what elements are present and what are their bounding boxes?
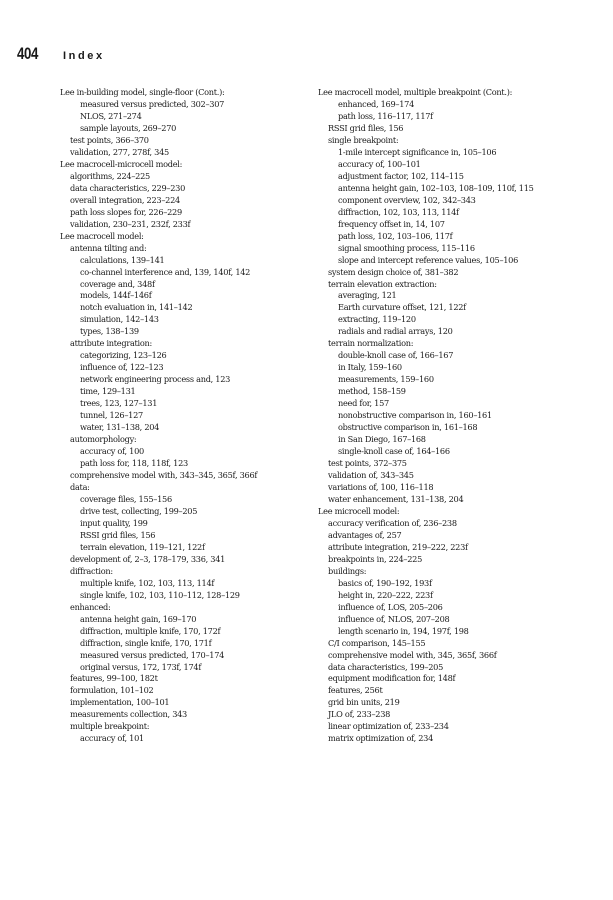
index-entry: single-knoll case of, 164–166 bbox=[338, 446, 450, 457]
index-entry: terrain elevation, 119–121, 122f bbox=[80, 541, 205, 552]
index-entry: attribute integration, 219–222, 223f bbox=[328, 541, 468, 552]
index-entry: obstructive comparison in, 161–168 bbox=[338, 422, 478, 433]
index-entry: buildings: bbox=[328, 565, 367, 576]
index-entry: water enhancement, 131–138, 204 bbox=[328, 493, 464, 504]
index-entry: equipment modification for, 148f bbox=[328, 673, 456, 684]
index-entry: RSSI grid files, 156 bbox=[80, 529, 156, 540]
index-entry: nonobstructive comparison in, 160–161 bbox=[338, 410, 492, 421]
index-entry: adjustment factor, 102, 114–115 bbox=[338, 170, 464, 181]
index-entry: antenna height gain, 102–103, 108–109, 110f, 115 bbox=[338, 182, 534, 193]
index-entry: 1-mile intercept significance in, 105–106 bbox=[338, 146, 497, 157]
index-entry: input quality, 199 bbox=[80, 517, 148, 528]
index-entry: trees, 123, 127–131 bbox=[80, 398, 158, 409]
page-header bbox=[17, 44, 105, 64]
index-entry: validation, 277, 278f, 345 bbox=[70, 146, 169, 157]
index-entry: multiple knife, 102, 103, 113, 114f bbox=[80, 577, 215, 588]
index-entry: double-knoll case of, 166–167 bbox=[338, 350, 454, 361]
index-entry: path loss, 102, 103–106, 117f bbox=[338, 230, 453, 241]
index-entry: features, 256t bbox=[328, 685, 383, 696]
index-entry: original versus, 172, 173f, 174f bbox=[80, 661, 202, 672]
index-entry: test points, 366–370 bbox=[70, 134, 149, 145]
index-entry: features, 99–100, 182t bbox=[70, 673, 158, 684]
index-entry: linear optimization of, 233–234 bbox=[328, 721, 449, 732]
index-entry: data: bbox=[70, 481, 90, 492]
index-entry: frequency offset in, 14, 107 bbox=[338, 218, 445, 229]
index-entry: co-channel interference and, 139, 140f, 142 bbox=[80, 266, 251, 277]
index-entry: types, 138–139 bbox=[80, 326, 139, 337]
index-entry: radials and radial arrays, 120 bbox=[338, 326, 453, 337]
index-entry: grid bin units, 219 bbox=[328, 697, 400, 708]
index-entry: models, 144f–146f bbox=[80, 290, 152, 301]
index-entry: attribute integration: bbox=[70, 338, 153, 349]
index-entry: accuracy verification of, 236–238 bbox=[328, 517, 457, 528]
index-entry: coverage and, 348f bbox=[80, 278, 155, 289]
index-entry: need for, 157 bbox=[338, 398, 389, 409]
index-entry: overall integration, 223–224 bbox=[70, 194, 180, 205]
index-entry: drive test, collecting, 199–205 bbox=[80, 505, 198, 516]
index-entry: matrix optimization of, 234 bbox=[328, 733, 433, 744]
index-entry: system design choice of, 381–382 bbox=[328, 266, 459, 277]
page-number: 404 bbox=[17, 44, 38, 63]
index-entry: measured versus predicted, 170–174 bbox=[80, 649, 225, 660]
index-entry: automorphology: bbox=[70, 434, 137, 445]
index-entry: formulation, 101–102 bbox=[70, 685, 154, 696]
index-entry: C/I comparison, 145–155 bbox=[328, 637, 426, 648]
index-entry: measurements, 159–160 bbox=[338, 374, 434, 385]
index-column-right bbox=[318, 87, 608, 745]
index-entry: water, 131–138, 204 bbox=[80, 422, 160, 433]
index-entry: diffraction, 102, 103, 113, 114f bbox=[338, 206, 459, 217]
index-entry: path loss slopes for, 226–229 bbox=[70, 206, 182, 217]
index-entry: diffraction, multiple knife, 170, 172f bbox=[80, 625, 221, 636]
index-entry: height in, 220–222, 223f bbox=[338, 589, 433, 600]
index-entry: averaging, 121 bbox=[338, 290, 397, 301]
index-entry: terrain normalization: bbox=[328, 338, 414, 349]
index-entry: data characteristics, 229–230 bbox=[70, 182, 186, 193]
index-column-left bbox=[60, 87, 305, 745]
index-entry: Lee macrocell model, multiple breakpoint (Cont.): bbox=[318, 87, 513, 97]
index-entry: tunnel, 126–127 bbox=[80, 410, 143, 421]
index-entry: Earth curvature offset, 121, 122f bbox=[338, 302, 466, 313]
index-entry: network engineering process and, 123 bbox=[80, 374, 231, 385]
index-entry: length scenario in, 194, 197f, 198 bbox=[338, 625, 469, 636]
index-entry: comprehensive model with, 345, 365f, 366f bbox=[328, 649, 497, 660]
index-entry: extracting, 119–120 bbox=[338, 314, 416, 325]
index-entry: categorizing, 123–126 bbox=[80, 350, 167, 361]
index-entry: Lee in-building model, single-floor (Cont.): bbox=[60, 87, 225, 97]
index-entry: component overview, 102, 342–343 bbox=[338, 194, 476, 205]
index-entry: path loss, 116–117, 117f bbox=[338, 110, 433, 121]
index-entry: data characteristics, 199–205 bbox=[328, 661, 444, 672]
index-entry: Lee macrocell model: bbox=[60, 230, 144, 241]
section-title: Index bbox=[63, 50, 105, 62]
index-entry: influence of, NLOS, 207–208 bbox=[338, 613, 450, 624]
index-entry: basics of, 190–192, 193f bbox=[338, 577, 432, 588]
index-entry: enhanced: bbox=[70, 601, 111, 612]
index-entry: Lee macrocell-microcell model: bbox=[60, 158, 183, 169]
index-entry: antenna tilting and: bbox=[70, 242, 147, 253]
index-entry: antenna height gain, 169–170 bbox=[80, 613, 197, 624]
index-entry: test points, 372–375 bbox=[328, 458, 407, 469]
index-entry: accuracy of, 100–101 bbox=[338, 158, 421, 169]
index-entry: coverage files, 155–156 bbox=[80, 493, 172, 504]
index-entry: single breakpoint: bbox=[328, 134, 399, 145]
index-entry: Lee microcell model: bbox=[318, 505, 400, 516]
index-entry: multiple breakpoint: bbox=[70, 721, 150, 732]
index-entry: single knife, 102, 103, 110–112, 128–129 bbox=[80, 589, 240, 600]
index-entry: notch evaluation in, 141–142 bbox=[80, 302, 193, 313]
index-entry: diffraction, single knife, 170, 171f bbox=[80, 637, 212, 648]
index-entry: RSSI grid files, 156 bbox=[328, 122, 404, 133]
index-entry: validation of, 343–345 bbox=[328, 470, 414, 480]
index-entry: accuracy of, 101 bbox=[80, 733, 144, 744]
index-entry: influence of, 122–123 bbox=[80, 362, 164, 373]
index-entry: development of, 2–3, 178–179, 336, 341 bbox=[70, 553, 226, 564]
index-entry: slope and intercept reference values, 105–106 bbox=[338, 254, 519, 265]
index-entry: path loss for, 118, 118f, 123 bbox=[80, 458, 188, 469]
index-entry: implementation, 100–101 bbox=[70, 697, 170, 708]
index-entry: calculations, 139–141 bbox=[80, 254, 165, 265]
index-entry: comprehensive model with, 343–345, 365f, 366f bbox=[70, 470, 258, 480]
index-entry: NLOS, 271–274 bbox=[80, 110, 142, 121]
index-entry: influence of, LOS, 205–206 bbox=[338, 601, 443, 612]
index-entry: advantages of, 257 bbox=[328, 529, 402, 540]
index-entry: JLO of, 233–238 bbox=[328, 709, 391, 720]
index-entry: in San Diego, 167–168 bbox=[338, 434, 426, 445]
index-entry: in Italy, 159–160 bbox=[338, 362, 402, 373]
index-entry: measurements collection, 343 bbox=[70, 709, 187, 720]
index-entry: time, 129–131 bbox=[80, 386, 136, 397]
index-entry: breakpoints in, 224–225 bbox=[328, 553, 423, 564]
index-entry: method, 158–159 bbox=[338, 386, 406, 397]
index-entry: sample layouts, 269–270 bbox=[80, 122, 177, 133]
index-entry: measured versus predicted, 302–307 bbox=[80, 98, 225, 109]
index-entry: variations of, 100, 116–118 bbox=[328, 481, 434, 492]
index-entry: terrain elevation extraction: bbox=[328, 278, 437, 289]
index-entry: validation, 230–231, 232f, 233f bbox=[70, 218, 191, 229]
index-entry: algorithms, 224–225 bbox=[70, 170, 150, 181]
index-entry: enhanced, 169–174 bbox=[338, 98, 415, 109]
index-entry: simulation, 142–143 bbox=[80, 314, 159, 325]
index-entry: diffraction: bbox=[70, 565, 113, 576]
index-entry: accuracy of, 100 bbox=[80, 446, 144, 457]
index-entry: signal smoothing process, 115–116 bbox=[338, 242, 475, 253]
